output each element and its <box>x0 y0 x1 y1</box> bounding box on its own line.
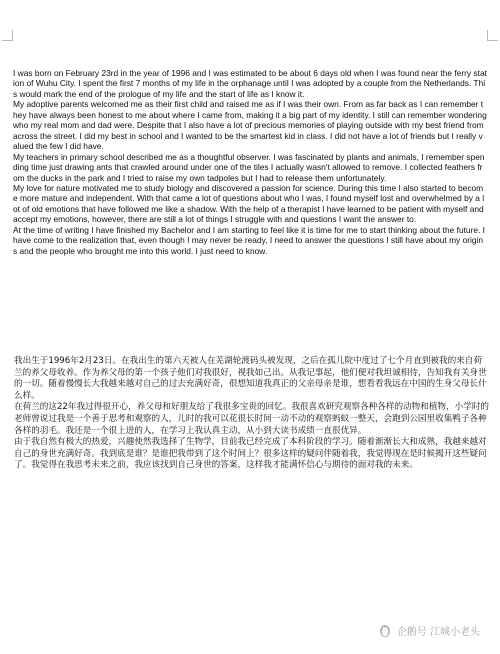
english-paragraph-teachers: My teachers in primary school described me as a thoughtful observer. I was fascinated by plants and animals, I remember spending time just drawing ants that crawled around under one of the tiles I actually wasn't allowed to remove. I collected feathers from the ducks in the park and I tried to raise my own tadpoles but I had to release them unfortunately. <box>13 151 485 183</box>
english-paragraph-nature: My love for nature motivated me to study biology and discovered a passion for science. During this time I also started to become more mature and independent. With that came a lot of questions about who I was, I found myself lost and overwhelmed by a lot of old emotions that have followed me like a shadow. With the help of a therapist I have learned to be patient with myself and accept my emotions, however, there are still a lot of things I struggle with and questions I want the answer to. <box>13 182 485 225</box>
page-corner-mark-top-left <box>2 30 13 41</box>
watermark <box>377 622 480 638</box>
chinese-paragraph-netherlands: 在荷兰的这22年我过得很开心，养父母和好朋友给了我很多宝贵的回忆。我很喜欢研究观察各种各样的动物和植物，小学时的老师曾说过我是一个善于思考和观察的人，儿时的我可以花很长时间一动不动的观察蚂蚁一整天，会跑到公园里收集鸭子各种各样的羽毛。我还是一个很上进的人，在学习上我认真主动，从小到大读书成绩一直很优异。 <box>14 402 490 436</box>
chinese-paragraph-birth: 我出生于1996年2月23日。在我出生的第六天被人在芜湖轮渡码头被发现，之后在孤儿院中度过了七个月直到被我的来自荷兰的养父母收养。作为养父母的第一个孩子他们对我很好，视我如己出。从我记事起，他们便对我坦诚相待，告知我有关身世的一切。随着慢慢长大我越来越对自己的过去充满好奇，很想知道我真正的父亲母亲是谁，想看看我远在中国的生身父母长什么样。 <box>14 356 487 401</box>
chinese-paragraph-biology: 由于我自然有极大的热爱，兴趣使然我选择了生物学，目前我已经完成了本科阶段的学习。随着渐渐长大和成熟，我越来越对自己的身世充满好奇。我到底是谁？是谁把我带到了这个时间上？很多这样的疑问伴随着我，我觉得现在是时候揭开这些疑问了。我觉得在我思考未来之前，我应该找到自己身世的答案，这样我才能满怀信心与期待的面对我的未来。 <box>14 437 487 471</box>
english-paragraph-adoptive-parents: My adoptive parents welcomed me as their first child and raised me as if I was their own. From as far back as I can remember they have always been honest to me about where I came from, making it a big part of my identity. I still can remember wondering who my real mom and dad were. Despite that I also have a lot of precious memories of playing outside with my best friend from across the street. I did my best in school and I wanted to be the smartest kid in class. I did not have a lot of friends but I really valued the few I did have. <box>13 99 487 152</box>
english-text-block <box>13 68 487 256</box>
page-corner-mark-top-right <box>487 30 498 41</box>
penguin-logo-icon <box>377 622 393 638</box>
english-paragraph-birth: I was born on February 23rd in the year of 1996 and I was estimated to be about 6 days old when I was found near the ferry station of Wuhu City. I spent the first 7 months of my life in the orphanage until I was adopted by a couple from the Netherlands. This would mark the end of the prologue of my life and the start of life as I know it. <box>13 68 487 99</box>
english-paragraph-future: At the time of writing I have finished my Bachelor and I am starting to feel like it is time for me to start thinking about the future. I have come to the realization that, even though I may never be ready, I need to answer the questions I still have about my origins and the people who brought me into this world. I just need to know. <box>13 224 486 256</box>
watermark-text: 企鹅号 江城小老头 <box>396 626 480 638</box>
chinese-text-block <box>14 356 490 472</box>
